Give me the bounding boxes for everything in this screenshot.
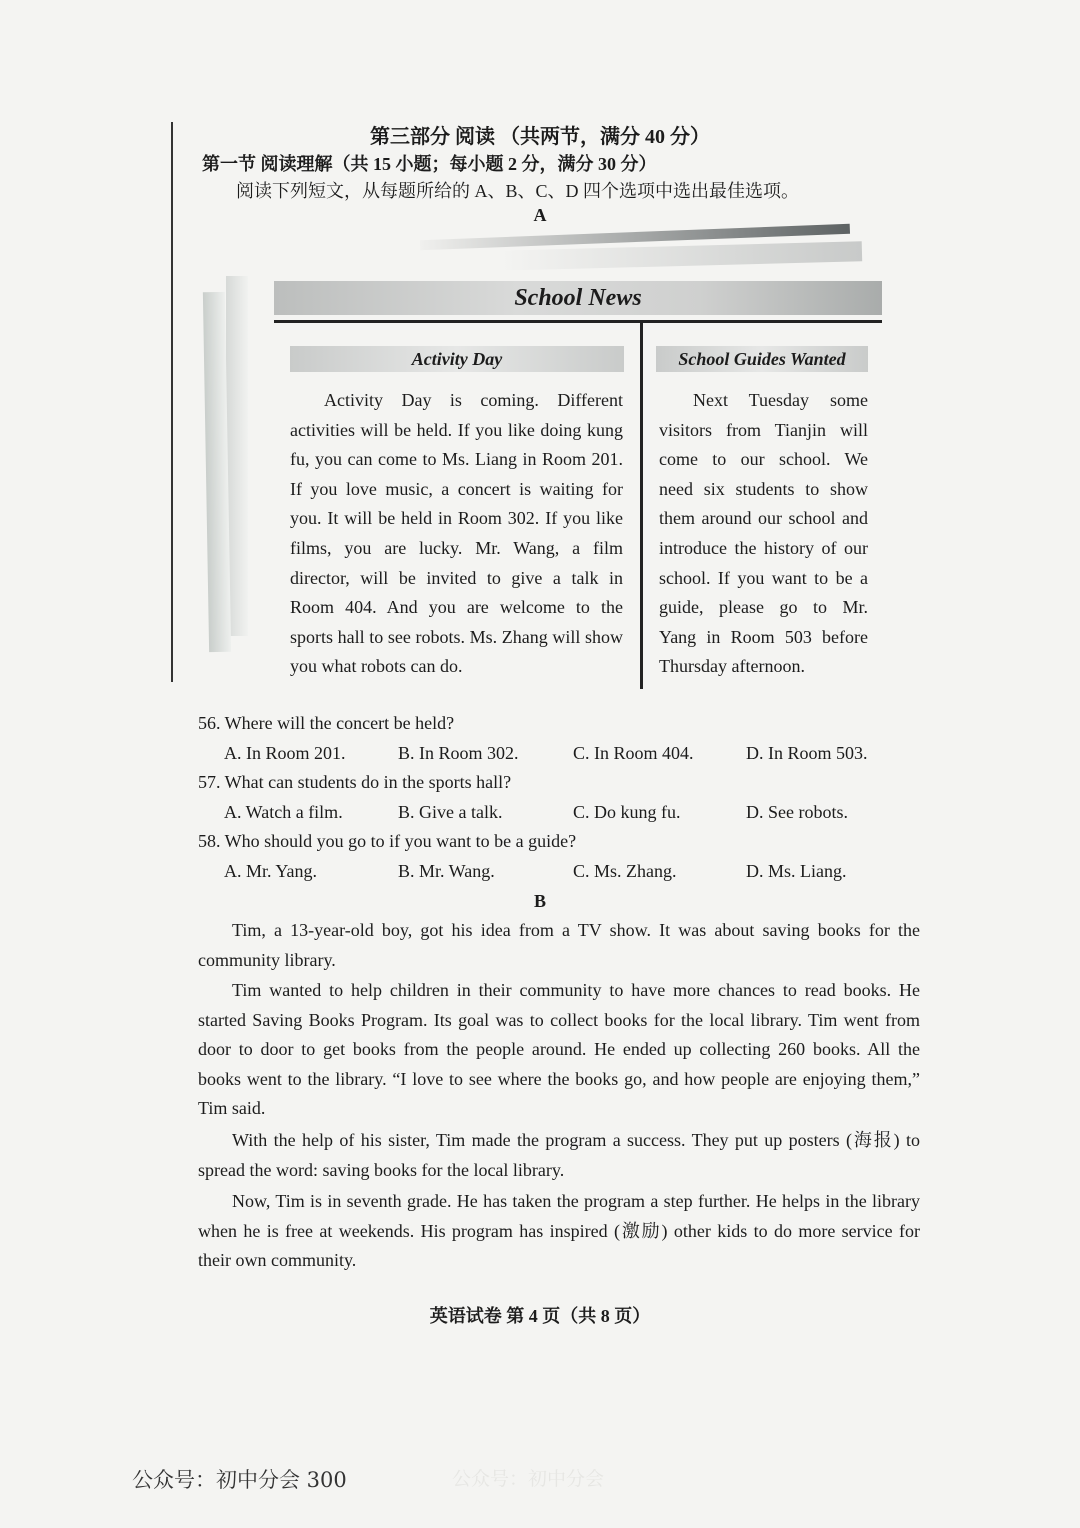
text-line: fu, you can come to Ms. Liang in Room 201. [290,449,623,470]
text-line: director, will be invited to give a talk in [290,567,623,588]
faint-watermark: 公众号：初中分会 [452,1469,605,1490]
text-line: With the help of his sister, Tim made the program a success. They put up posters (海报) to [232,1130,920,1150]
column-divider [640,323,643,689]
text-line: Activity Day is coming. Different [324,390,623,410]
part-heading: 第三部分 阅读 （共两节，满分 40 分） [370,126,710,148]
passage-a-letter: A [533,205,547,225]
activity-day-text [290,386,623,682]
text-line: Room 404. And you are welcome to the [290,597,623,618]
option-58-c: C. Ms. Zhang. [573,861,677,881]
option-56-b: B. In Room 302. [398,743,519,763]
text-line: spread the word: saving books for the local library. [198,1159,565,1180]
text-line: Thursday afternoon. [659,656,805,677]
option-57-d: D. See robots. [746,802,848,822]
option-57-a: A. Watch a film. [224,802,343,822]
text-line: you. It will be held in Room 302. If you like [290,508,623,529]
question-56: 56. Where will the concert be held? [198,713,455,733]
text-line: their own community. [198,1250,357,1271]
option-57-c: C. Do kung fu. [573,802,681,822]
text-line: books went to the library. “I love to see where the books go, and how people are enjoying them,” [198,1068,920,1089]
page-footer: 英语试卷 第 4 页（共 8 页） [429,1306,651,1326]
question-58: 58. Who should you go to if you want to be a guide? [198,831,577,851]
text-line: you what robots can do. [290,656,463,677]
text-line: Tim said. [198,1098,266,1119]
text-line: activities will be held. If you like doing kung [290,419,623,440]
option-56-a: A. In Room 201. [224,743,346,763]
school-guides-heading: School Guides Wanted [656,346,868,372]
text-line: films, you are lucky. Mr. Wang, a film [290,537,623,558]
text-line: community library. [198,949,336,970]
text-line: them around our school and [659,508,868,529]
text-line: school. If you want to be a [659,567,868,588]
text-line: If you love music, a concert is waiting for [290,478,623,499]
passage-b-paragraph-4 [198,1187,920,1276]
text-line: door to door to get books from the people around. He ended up collecting 260 books. All the [198,1039,920,1060]
option-57-b: B. Give a talk. [398,802,503,822]
option-56-d: D. In Room 503. [746,743,868,763]
text-line: Tim wanted to help children in their community to have more chances to read books. He [232,980,920,1000]
option-58-b: B. Mr. Wang. [398,861,495,881]
school-news-banner: School News [274,281,882,315]
text-line: need six students to show [659,478,868,499]
school-guides-text [659,386,868,682]
passage-b-paragraph-3 [198,1126,920,1185]
text-line: sports hall to see robots. Ms. Zhang will show [290,626,623,647]
passage-b-paragraph-2 [198,976,920,1124]
text-line: guide, please go to Mr. [659,597,868,618]
text-line: come to our school. We [659,449,868,470]
instruction: 阅读下列短文，从每题所给的 A、B、C、D 四个选项中选出最佳选项。 [236,181,800,201]
text-line: Now, Tim is in seventh grade. He has taken the program a step further. He helps in the library [232,1191,920,1211]
text-line: visitors from Tianjin will [659,419,868,440]
option-58-d: D. Ms. Liang. [746,861,847,881]
watermark: 公众号：初中分会 300 [132,1468,347,1492]
passage-b-letter: B [533,891,546,911]
banner-rule [274,320,882,323]
text-line: started Saving Books Program. Its goal was to collect books for the local library. Tim went from [198,1009,920,1030]
text-line: introduce the history of our [659,537,868,558]
option-58-a: A. Mr. Yang. [224,861,318,881]
section-title: 第一节 阅读理解（共 15 小题；每小题 2 分，满分 30 分） [202,154,657,174]
passage-b-paragraph-1 [198,916,920,975]
text-line: when he is free at weekends. His program has inspired (激励) other kids to do more service for [198,1220,920,1241]
text-line: Next Tuesday some [693,390,868,410]
decorative-paper-strip [500,241,862,270]
text-line: Tim, a 13-year-old boy, got his idea from a TV show. It was about saving books for the [232,920,920,940]
text-line: Yang in Room 503 before [659,626,868,647]
question-57: 57. What can students do in the sports hall? [198,772,512,792]
option-56-c: C. In Room 404. [573,743,694,763]
activity-day-heading: Activity Day [290,346,624,372]
